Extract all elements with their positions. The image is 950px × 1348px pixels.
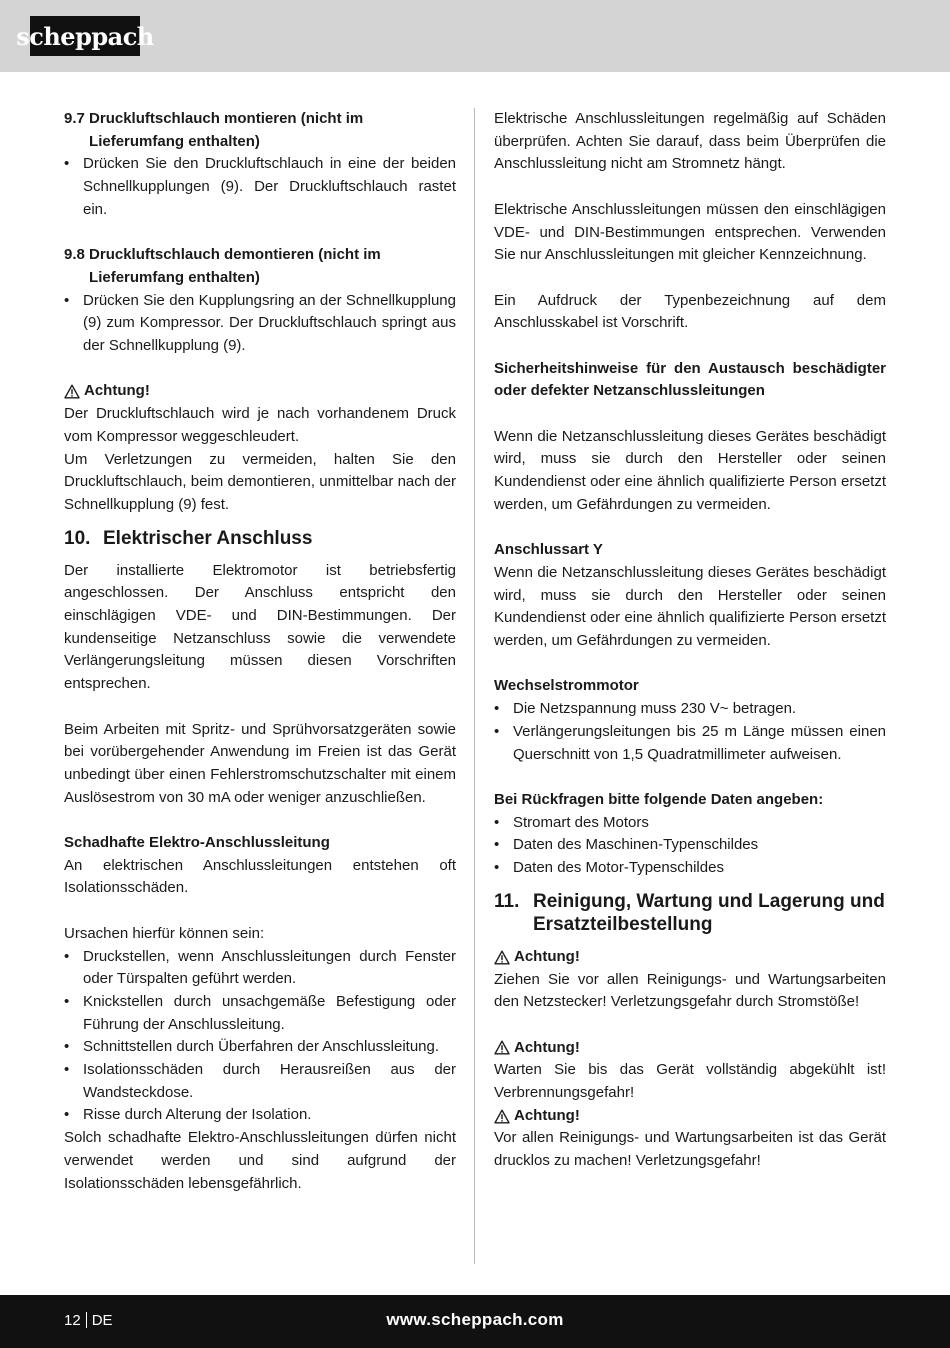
bullet-icon: • [64, 1038, 70, 1056]
list-item: • Isolationsschäden durch Herausreißen aus der Wandsteckdose. [64, 1061, 456, 1101]
warning-text: Der Druckluftschlauch wird je nach vorhandenem Druck vom Kompressor weggeschleudert. [64, 405, 456, 445]
section-10-heading: 10. Elektrischer Anschluss [64, 527, 313, 549]
subheading: Wechselstrommotor [494, 677, 639, 695]
warning-label: Achtung! [494, 1105, 886, 1128]
bullet-icon: • [494, 722, 500, 740]
list-item: • Schnittstellen durch Überfahren der Anschlussleitung. [64, 1036, 456, 1059]
warning-triangle-icon [494, 950, 510, 965]
page-number: 12 DE [64, 1312, 113, 1329]
warning-triangle-icon [494, 1109, 510, 1124]
paragraph: Ursachen hierfür können sein: [64, 924, 265, 942]
paragraph: Ein Aufdruck der Typenbezeichnung auf dem Anschlusskabel ist Vorschrift. [494, 291, 886, 332]
list-item: • Die Netzspannung muss 230 V~ betragen. [494, 698, 886, 721]
right-column [494, 108, 886, 1173]
causes-list [64, 946, 456, 1128]
section-9-8-list [64, 290, 456, 358]
list-item: • Drücken Sie den Druckluftschlauch in eine der beiden Schnellkupplungen (9). Der Druckluftschlauch rastet ein. [64, 155, 456, 218]
warning-text: Warten Sie bis das Gerät vollständig abgekühlt ist! Verbrennungsgefahr! [494, 1061, 886, 1101]
list-item: • Daten des Motor-Typenschildes [494, 857, 886, 880]
paragraph: Solch schadhafte Elektro-Anschlussleitungen dürfen nicht verwendet werden und sind aufgrund der Isolationsschäden lebensgefährlich. [64, 1129, 456, 1192]
warning-text: Ziehen Sie vor allen Reinigungs- und Wartungsarbeiten den Netzstecker! Verletzungsgefahr durch Stromstöße! [494, 970, 886, 1011]
bullet-icon: • [64, 1106, 70, 1124]
paragraph: Wenn die Netzanschlussleitung dieses Gerätes beschädigt wird, muss sie durch den Hersteller oder seinen Kundendienst oder eine ähnlich qualifizierte Person ersetzt werden, um Gefährdungen zu vermeiden. [494, 563, 886, 650]
warning-text: Um Verletzungen zu vermeiden, halten Sie den Druckluftschlauch, beim demontieren, unmittelbar nach der Schnellkupplung (9) fest. [64, 450, 456, 513]
bullet-icon: • [494, 700, 500, 718]
bullet-icon: • [64, 947, 70, 965]
bullet-icon: • [64, 1061, 70, 1079]
bullet-icon: • [64, 992, 70, 1010]
paragraph: Elektrische Anschlussleitungen regelmäßig auf Schäden überprüfen. Achten Sie darauf, dass beim Überprüfen die Anschlussleitung nicht am Stromnetz hängt. [494, 110, 886, 173]
bullet-icon: • [494, 859, 500, 877]
paragraph: Elektrische Anschlussleitungen müssen den einschlägigen VDE- und DIN-Bestimmungen entsprechen. Verwenden Sie nur Anschlussleitungen mit gleicher Kennzeichnung. [494, 200, 886, 264]
list-item: • Knickstellen durch unsachgemäße Befestigung oder Führung der Anschlussleitung. [64, 992, 456, 1033]
warning-label: Achtung! [494, 946, 886, 969]
subheading: Anschlussart Y [494, 541, 603, 559]
section-11-heading: 11. Reinigung, Wartung und Lagerung und Ersatzteilbestellung [494, 890, 885, 935]
warning-triangle-icon [494, 1040, 510, 1055]
column-divider [474, 108, 475, 1264]
website-link[interactable]: www.scheppach.com [386, 1310, 564, 1329]
page-footer [0, 1295, 950, 1348]
list-item: • Verlängerungsleitungen bis 25 m Länge müssen einen Querschnitt von 1,5 Quadratmillimeter aufweisen. [494, 722, 886, 763]
subheading: Bei Rückfragen bitte folgende Daten angeben: [494, 790, 824, 808]
bullet-icon: • [494, 836, 500, 854]
subheading: Sicherheitshinweise für den Austausch beschädigter oder defekter Netzanschlussleitungen [494, 359, 886, 400]
ac-motor-list [494, 698, 886, 766]
section-9-7-list [64, 153, 456, 221]
list-item: • Drücken Sie den Kupplungsring an der Schnellkupplung (9) zum Kompressor. Der Druckluftschlauch springt aus der Schnellkupplung (9). [64, 291, 456, 355]
warning-label: Achtung! [494, 1037, 886, 1060]
paragraph: Beim Arbeiten mit Spritz- und Sprühvorsatzgeräten sowie bei vorübergehender Anwendung im Freien ist das Gerät unbedingt über einen Fehlerstromschutzschalter mit einem Auslösestrom von 30 mA oder weniger anzuschließen. [64, 720, 456, 806]
bullet-icon: • [64, 155, 70, 173]
scheppach-logo: scheppach [30, 16, 140, 56]
paragraph: Der installierte Elektromotor ist betriebsfertig angeschlossen. Der Anschluss entspricht den einschlägigen VDE- und DIN-Bestimmungen. Der kundenseitige Netzanschluss sowie die verwendete Verlängerungsleitung müssen diesen Vorschriften entsprechen. [64, 561, 456, 693]
paragraph: An elektrischen Anschlussleitungen entstehen oft Isolationsschäden. [64, 856, 456, 897]
left-column [64, 108, 456, 1195]
page-header [0, 0, 950, 72]
subheading: Schadhafte Elektro-Anschlussleitung [64, 834, 330, 852]
section-9-8-heading: 9.8 Druckluftschlauch demontieren (nicht im Lieferumfang enthalten) [64, 246, 381, 286]
paragraph: Wenn die Netzanschlussleitung dieses Gerätes beschädigt wird, muss sie durch den Hersteller oder seinen Kundendienst oder eine ähnlich qualifizierte Person ersetzt werden, um Gefährdungen zu vermeiden. [494, 427, 886, 513]
questions-list [494, 812, 886, 880]
bullet-icon: • [494, 813, 500, 831]
list-item: • Stromart des Motors [494, 812, 886, 835]
warning-label: Achtung! [64, 380, 456, 403]
bullet-icon: • [64, 291, 70, 309]
list-item: • Druckstellen, wenn Anschlussleitungen durch Fenster oder Türspalten geführt werden. [64, 947, 456, 988]
list-item: • Risse durch Alterung der Isolation. [64, 1104, 456, 1127]
section-9-7-heading: 9.7 Druckluftschlauch montieren (nicht im Lieferumfang enthalten) [64, 110, 364, 150]
warning-text: Vor allen Reinigungs- und Wartungsarbeiten ist das Gerät drucklos zu machen! Verletzungsgefahr! [494, 1129, 886, 1170]
warning-triangle-icon [64, 384, 80, 399]
list-item: • Daten des Maschinen-Typenschildes [494, 834, 886, 857]
